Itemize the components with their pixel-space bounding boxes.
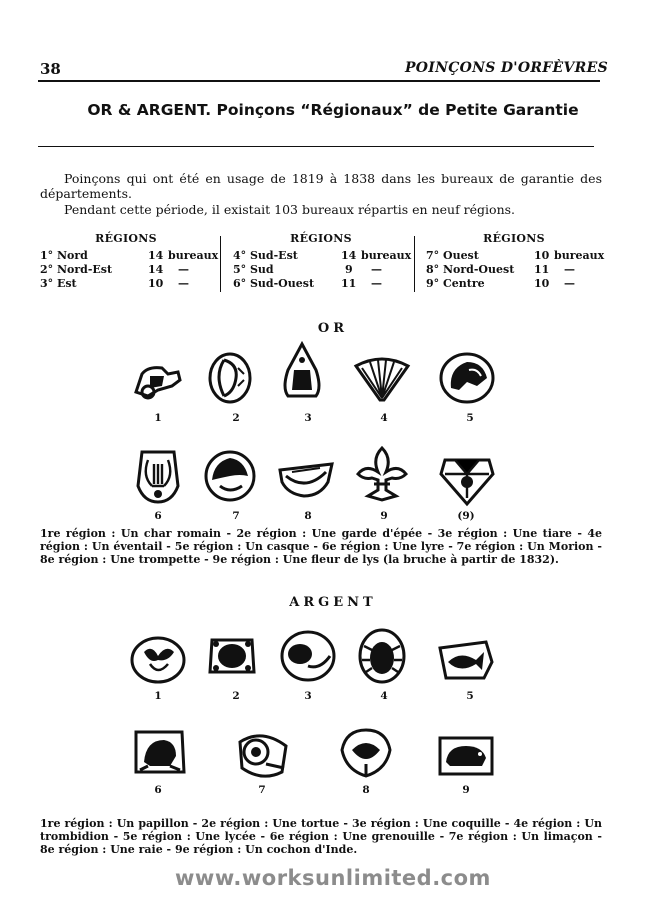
- sword-guard-hallmark: [200, 346, 260, 406]
- ray-hallmark: [336, 724, 396, 784]
- region-row: 7° Ouest 10 bureaux: [426, 249, 605, 262]
- argent-number-3: 3: [304, 690, 312, 702]
- helmet-hallmark: [437, 348, 497, 408]
- fish-hallmark: [436, 632, 496, 692]
- regions-header: RÉGIONS: [483, 232, 545, 245]
- region-row: 2° Nord-Est 14 —: [40, 263, 189, 276]
- watermark: www.worksunlimited.com: [175, 866, 491, 890]
- header-rule: [38, 80, 600, 82]
- or-number-1: 1: [154, 412, 162, 424]
- guinea-pig-hallmark: [436, 726, 496, 786]
- page-number: 38: [40, 60, 61, 78]
- argent-number-7: 7: [258, 784, 266, 796]
- region-row: 5° Sud 9 —: [233, 263, 382, 276]
- or-number-3: 3: [304, 412, 312, 424]
- title-rule: [38, 146, 594, 147]
- region-row: 4° Sud-Est 14 bureaux: [233, 249, 412, 262]
- argent-section-label: ARGENT: [289, 595, 377, 610]
- argent-number-4: 4: [380, 690, 388, 702]
- intro-paragraph-1: Poinçons qui ont été en usage de 1819 à 1838 dans les bureaux de garantie des départements.: [40, 171, 602, 201]
- column-divider: [220, 236, 221, 292]
- shell-hallmark: [278, 626, 338, 686]
- trombidion-hallmark: [352, 626, 412, 686]
- butterfly-hallmark: [128, 630, 188, 690]
- or-section-label: OR: [317, 321, 349, 336]
- region-row: 3° Est 10 —: [40, 277, 189, 290]
- or-number-9: 9: [380, 510, 388, 522]
- or-number-2: 2: [232, 412, 240, 424]
- fleur-de-lys-hallmark: [352, 444, 412, 504]
- page-title: OR & ARGENT. Poinçons “Régionaux” de Petite Garantie: [87, 101, 579, 119]
- argent-number-6: 6: [154, 784, 162, 796]
- region-row: 1° Nord 14 bureaux: [40, 249, 219, 262]
- or-number-6: 6: [154, 510, 162, 522]
- or-caption: 1re région : Un char romain - 2e région : Une garde d'épée - 3e région : Une tiare - 4e région : Un éventail - 5e région : Un casque - 6e région : Une lyre - 7e région : Un Morion - 8e région : Une trompette - 9e région : Une fleur de lys (la bruche à partir de 1832).: [40, 527, 602, 566]
- brooch-hallmark: [437, 448, 497, 508]
- running-title: POINÇONS D'ORFÈVRES: [404, 60, 608, 76]
- regions-column-2: [233, 232, 412, 296]
- region-row: 6° Sud-Ouest 11 —: [233, 277, 382, 290]
- or-number-8: 8: [304, 510, 312, 522]
- argent-number-9: 9: [462, 784, 470, 796]
- regions-header: RÉGIONS: [95, 232, 157, 245]
- or-number-7: 7: [232, 510, 240, 522]
- regions-header: RÉGIONS: [290, 232, 352, 245]
- regions-column-3: [426, 232, 605, 296]
- or-number-9-alt: (9): [457, 510, 475, 522]
- tiara-hallmark: [272, 340, 332, 400]
- or-number-5: 5: [466, 412, 474, 424]
- regions-table: [40, 232, 605, 296]
- frog-hallmark: [130, 722, 190, 782]
- trumpet-hallmark: [276, 452, 336, 512]
- morion-hallmark: [200, 446, 260, 506]
- or-number-4: 4: [380, 412, 388, 424]
- argent-number-5: 5: [466, 690, 474, 702]
- tortoise-hallmark: [202, 626, 262, 686]
- fan-hallmark: [352, 350, 412, 410]
- roman-chariot-hallmark: [128, 350, 188, 410]
- argent-number-8: 8: [362, 784, 370, 796]
- intro-paragraph-2: Pendant cette période, il existait 103 bureaux répartis en neuf régions.: [64, 202, 516, 217]
- argent-number-1: 1: [154, 690, 162, 702]
- region-row: 8° Nord-Ouest 11 —: [426, 263, 575, 276]
- argent-caption: 1re région : Un papillon - 2e région : Une tortue - 3e région : Une coquille - 4e région : Un trombidion - 5e région : Une lycée - 6e région : Une grenouille - 7e région : Un limaçon - 8e région : Une raie - 9e région : Un cochon d'Inde.: [40, 817, 602, 856]
- argent-number-2: 2: [232, 690, 240, 702]
- region-row: 9° Centre 10 —: [426, 277, 575, 290]
- regions-column-1: [40, 232, 219, 296]
- snail-hallmark: [232, 724, 292, 784]
- column-divider: [414, 236, 415, 292]
- lyre-hallmark: [128, 446, 188, 506]
